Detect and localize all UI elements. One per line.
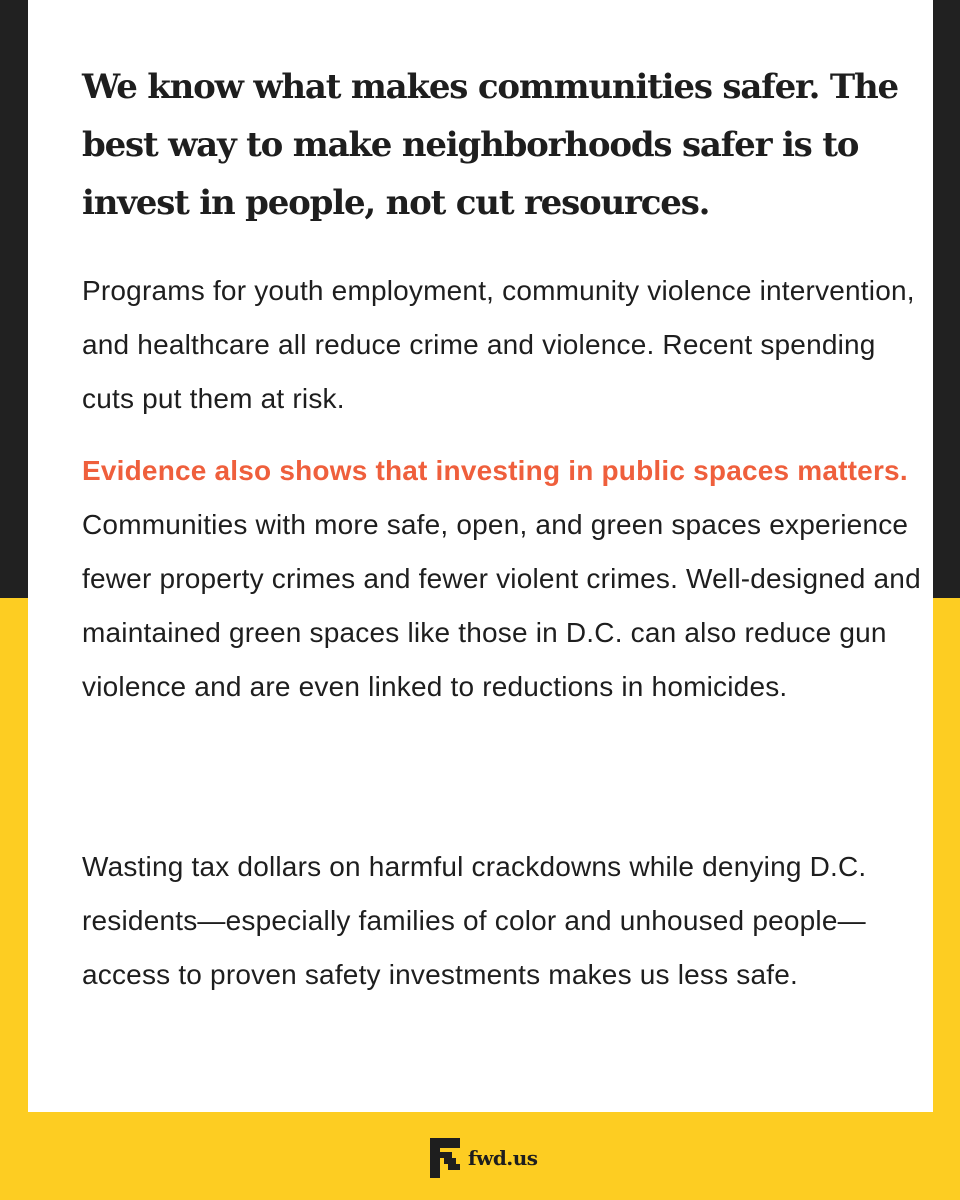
paragraph-programs: Programs for youth employment, community violence intervention, and healthcare all reduce crime and violence. Recent spending cuts put them at risk. bbox=[82, 275, 915, 414]
brand-name: fwd.us bbox=[468, 1146, 538, 1170]
evidence-highlight: Evidence also shows that investing in public spaces matters. bbox=[82, 455, 908, 486]
fwd-us-logo-icon bbox=[430, 1138, 460, 1178]
paragraph-crackdowns: Wasting tax dollars on harmful crackdowns while denying D.C. residents—especially families of color and unhoused people— access to proven safety investments makes us less safe. bbox=[82, 851, 867, 990]
content-card bbox=[28, 0, 933, 1112]
evidence-body: Communities with more safe, open, and green spaces experience fewer property crimes and fewer violent crimes. Well-designed and maintained green spaces like those in D.C. can also reduce gun violence and are even linked to reductions in homicides. bbox=[82, 509, 921, 702]
headline: We know what makes communities safer. The best way to make neighborhoods safer is to invest in people, not cut resources. bbox=[82, 67, 898, 223]
brand-footer bbox=[430, 1138, 538, 1178]
paragraph-evidence bbox=[82, 444, 922, 714]
